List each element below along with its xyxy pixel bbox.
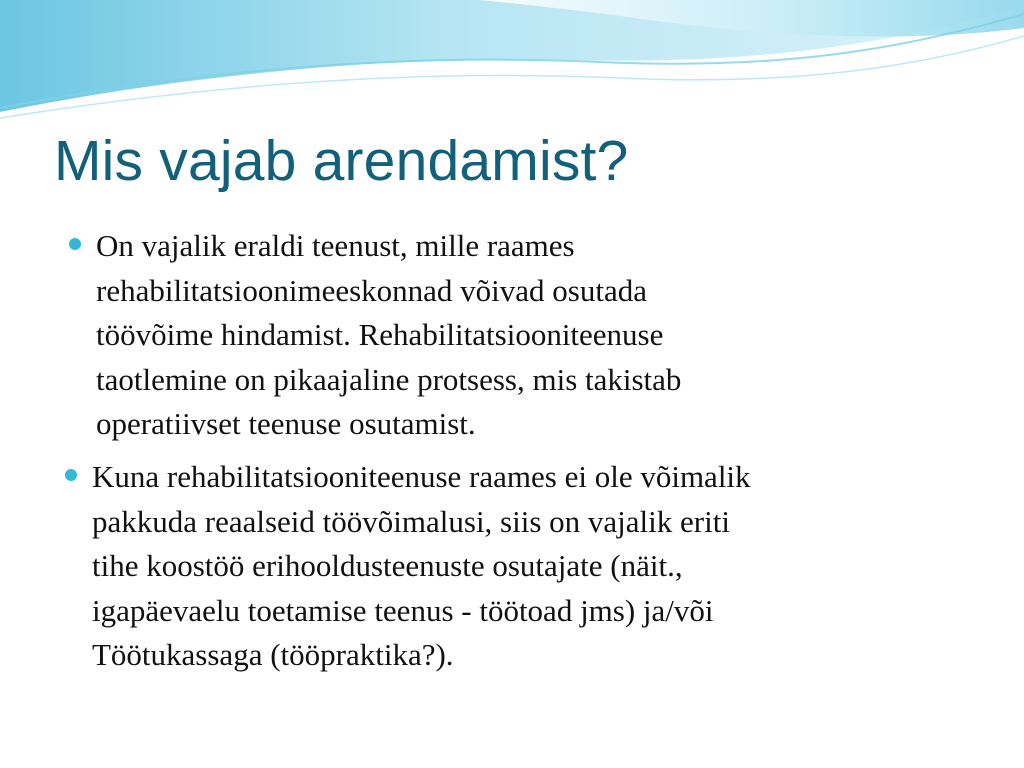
bullet-line: On vajalik eraldi teenust, mille raames bbox=[96, 228, 575, 263]
bullet-line: Töötukassaga (tööpraktika?). bbox=[92, 637, 454, 672]
bullet-text bbox=[92, 455, 992, 678]
bullet-dot-icon bbox=[65, 469, 77, 481]
bullet-line: Kuna rehabilitatsiooniteenuse raames ei ole võimalik bbox=[92, 459, 751, 494]
header-wave-decoration bbox=[0, 0, 1024, 120]
bullet-line: taotlemine on pikaajaline protsess, mis takistab bbox=[96, 361, 682, 397]
bullet-text bbox=[96, 224, 976, 447]
bullet-line: tihe koostöö erihooldusteenuste osutajate (näit., bbox=[92, 548, 683, 583]
bullet-item bbox=[96, 224, 976, 447]
bullet-line: töövõime hindamist. Rehabilitatsiooniteenuse bbox=[96, 317, 664, 352]
bullet-line: igapäevaelu toetamise teenus - töötoad jms) ja/või bbox=[92, 592, 714, 628]
slide-title: Mis vajab arendamist? bbox=[54, 129, 629, 193]
bullet-item bbox=[92, 455, 992, 678]
bullet-line: rehabilitatsioonimeeskonnad võivad osutada bbox=[96, 272, 647, 308]
bullet-line: pakkuda reaalseid töövõimalusi, siis on vajalik eriti bbox=[92, 503, 730, 539]
bullet-dot-icon bbox=[69, 238, 81, 250]
bullet-line: operatiivset teenuse osutamist. bbox=[96, 406, 476, 441]
